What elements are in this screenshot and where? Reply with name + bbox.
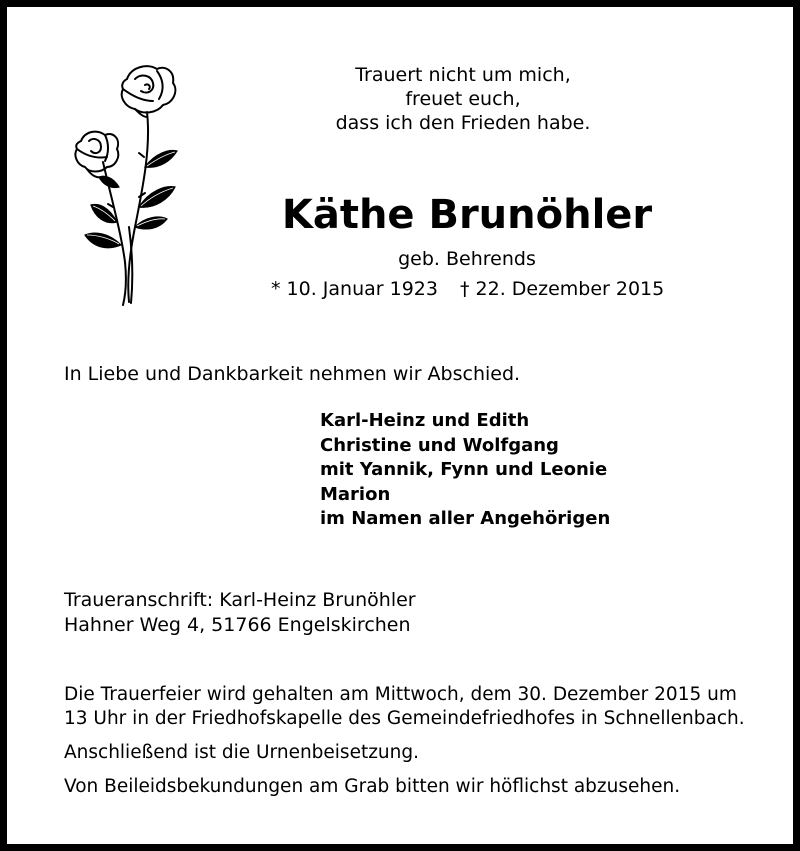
birth-name: geb. Behrends [398, 248, 536, 270]
family-member: mit Yannik, Fynn und Leonie [320, 459, 608, 480]
mourning-address [64, 588, 416, 638]
ceremony-info [64, 683, 764, 809]
funeral-service-text: Die Trauerfeier wird gehalten am Mittwoch, dem 30. Dezember 2015 um 13 Uhr in der Friedhofskapelle des Gemeindefriedhofes in Schnellenbach. [64, 684, 745, 729]
urn-burial-text: Anschließend ist die Urnenbeisetzung. [64, 742, 419, 763]
address-line: Traueranschrift: Karl-Heinz Brunöhler [64, 589, 416, 611]
quote-line: freuet euch, [405, 88, 521, 110]
farewell-text: In Liebe und Dankbarkeit nehmen wir Abschied. [64, 363, 521, 385]
family-member: im Namen aller Angehörigen [320, 508, 611, 529]
quote-line: dass ich den Frieden habe. [335, 112, 591, 134]
family-member: Marion [320, 483, 391, 505]
memorial-quote [287, 63, 639, 135]
death-date: † 22. Dezember 2015 [459, 278, 665, 300]
family-list [320, 409, 610, 532]
rose-icon [59, 57, 189, 307]
deceased-name: Käthe Brunöhler [281, 192, 653, 238]
birth-date: * 10. Januar 1923 [271, 278, 438, 300]
family-member: Christine und Wolfgang [320, 434, 559, 456]
life-dates [271, 277, 671, 301]
family-member: Karl-Heinz und Edith [320, 410, 530, 431]
address-line: Hahner Weg 4, 51766 Engelskirchen [64, 614, 411, 636]
condolence-request-text: Von Beileidsbekundungen am Grab bitten wir höflichst abzusehen. [64, 776, 681, 797]
quote-line: Trauert nicht um mich, [355, 64, 571, 86]
